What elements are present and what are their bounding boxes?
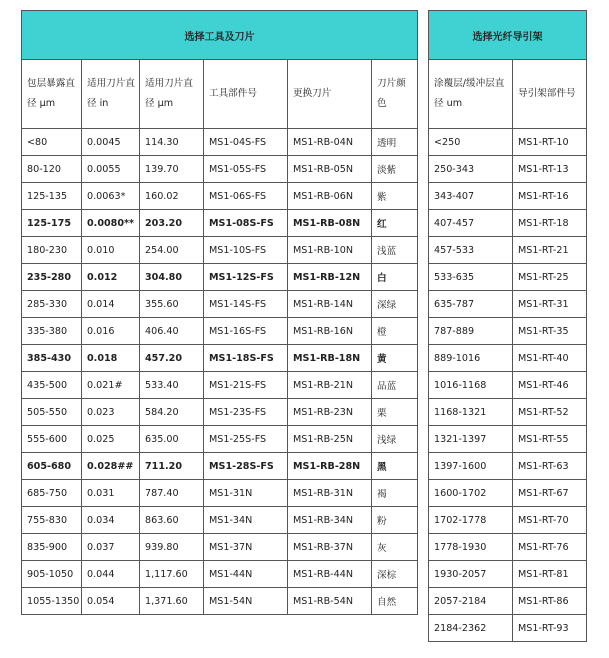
left-table-title: 选择工具及刀片 <box>22 11 418 60</box>
table-cell: 203.20 <box>140 210 204 237</box>
table-cell: MS1-06S-FS <box>204 183 288 210</box>
column-header: 工具部件号 <box>204 60 288 129</box>
table-cell: 0.0055 <box>82 156 140 183</box>
table-row <box>22 183 418 210</box>
column-header: 导引架部件号 <box>513 60 587 129</box>
table-row <box>429 588 587 615</box>
table-row <box>429 615 587 642</box>
fiber-guide-table <box>428 10 587 642</box>
table-cell: 0.021# <box>82 372 140 399</box>
table-cell: 0.054 <box>82 588 140 615</box>
table-cell: 889-1016 <box>429 345 513 372</box>
table-cell: MS1-RB-28N <box>288 453 372 480</box>
table-cell: MS1-RT-25 <box>513 264 587 291</box>
table-cell: 335-380 <box>22 318 82 345</box>
table-row <box>22 345 418 372</box>
table-cell: MS1-RB-16N <box>288 318 372 345</box>
table-row <box>22 129 418 156</box>
table-cell: 0.012 <box>82 264 140 291</box>
table-cell: 939.80 <box>140 534 204 561</box>
table-cell: 787.40 <box>140 480 204 507</box>
table-cell: 385-430 <box>22 345 82 372</box>
table-cell: MS1-RB-08N <box>288 210 372 237</box>
right-table-title: 选择光纤导引架 <box>429 11 587 60</box>
table-cell: MS1-44N <box>204 561 288 588</box>
table-row <box>22 237 418 264</box>
table-cell: MS1-RT-46 <box>513 372 587 399</box>
table-cell: 2184-2362 <box>429 615 513 642</box>
table-cell: 355.60 <box>140 291 204 318</box>
table-cell: MS1-RT-18 <box>513 210 587 237</box>
table-cell: 863.60 <box>140 507 204 534</box>
table-cell: 0.0045 <box>82 129 140 156</box>
table-cell: MS1-RB-10N <box>288 237 372 264</box>
table-cell: 深绿 <box>372 291 418 318</box>
table-cell: MS1-05S-FS <box>204 156 288 183</box>
table-cell: MS1-RB-23N <box>288 399 372 426</box>
table-cell: 浅绿 <box>372 426 418 453</box>
table-cell: MS1-RT-52 <box>513 399 587 426</box>
table-cell: MS1-RB-14N <box>288 291 372 318</box>
table-cell: MS1-RB-06N <box>288 183 372 210</box>
table-cell: 透明 <box>372 129 418 156</box>
table-cell: MS1-34N <box>204 507 288 534</box>
column-header: 包层暴露直径 µm <box>22 60 82 129</box>
table-cell: 755-830 <box>22 507 82 534</box>
table-cell: 304.80 <box>140 264 204 291</box>
table-cell: MS1-RT-21 <box>513 237 587 264</box>
table-cell: 0.031 <box>82 480 140 507</box>
table-cell: 0.037 <box>82 534 140 561</box>
table-cell: 灰 <box>372 534 418 561</box>
table-row <box>22 291 418 318</box>
table-cell: 343-407 <box>429 183 513 210</box>
table-cell: 0.023 <box>82 399 140 426</box>
table-cell: MS1-23S-FS <box>204 399 288 426</box>
table-cell: 1,371.60 <box>140 588 204 615</box>
table-cell: 533.40 <box>140 372 204 399</box>
table-cell: 635.00 <box>140 426 204 453</box>
table-cell: 180-230 <box>22 237 82 264</box>
table-cell: MS1-54N <box>204 588 288 615</box>
table-cell: 1168-1321 <box>429 399 513 426</box>
table-cell: 435-500 <box>22 372 82 399</box>
table-cell: MS1-RB-21N <box>288 372 372 399</box>
table-cell: 0.014 <box>82 291 140 318</box>
table-cell: 1016-1168 <box>429 372 513 399</box>
table-cell: MS1-RB-44N <box>288 561 372 588</box>
table-row <box>429 183 587 210</box>
table-cell: 深棕 <box>372 561 418 588</box>
table-cell: MS1-RT-76 <box>513 534 587 561</box>
table-cell: 605-680 <box>22 453 82 480</box>
table-row <box>429 534 587 561</box>
table-cell: MS1-RT-93 <box>513 615 587 642</box>
table-cell: 1397-1600 <box>429 453 513 480</box>
table-cell: MS1-25S-FS <box>204 426 288 453</box>
table-row <box>429 264 587 291</box>
table-cell: MS1-31N <box>204 480 288 507</box>
table-row <box>429 399 587 426</box>
table-row <box>429 210 587 237</box>
table-cell: 835-900 <box>22 534 82 561</box>
table-cell: MS1-16S-FS <box>204 318 288 345</box>
table-cell: 1,117.60 <box>140 561 204 588</box>
table-cell: 1600-1702 <box>429 480 513 507</box>
table-cell: 粉 <box>372 507 418 534</box>
table-cell: 白 <box>372 264 418 291</box>
table-cell: 浅蓝 <box>372 237 418 264</box>
table-cell: MS1-RT-31 <box>513 291 587 318</box>
table-cell: 橙 <box>372 318 418 345</box>
table-cell: MS1-18S-FS <box>204 345 288 372</box>
column-header: 适用刀片直径 in <box>82 60 140 129</box>
table-cell: 505-550 <box>22 399 82 426</box>
table-row <box>22 453 418 480</box>
table-cell: 80-120 <box>22 156 82 183</box>
table-cell: 787-889 <box>429 318 513 345</box>
table-cell: MS1-RT-81 <box>513 561 587 588</box>
table-cell: 1702-1778 <box>429 507 513 534</box>
table-cell: 1055-1350 <box>22 588 82 615</box>
column-header: 适用刀片直径 µm <box>140 60 204 129</box>
table-cell: 0.016 <box>82 318 140 345</box>
table-cell: 0.0080** <box>82 210 140 237</box>
table-cell: 黄 <box>372 345 418 372</box>
table-cell: MS1-RB-04N <box>288 129 372 156</box>
table-cell: 0.044 <box>82 561 140 588</box>
table-cell: <250 <box>429 129 513 156</box>
table-row <box>22 210 418 237</box>
table-cell: 褐 <box>372 480 418 507</box>
table-cell: MS1-RT-16 <box>513 183 587 210</box>
table-cell: 2057-2184 <box>429 588 513 615</box>
table-row <box>22 561 418 588</box>
table-cell: MS1-RB-37N <box>288 534 372 561</box>
table-cell: 紫 <box>372 183 418 210</box>
table-row <box>429 372 587 399</box>
table-cell: 457-533 <box>429 237 513 264</box>
table-cell: <80 <box>22 129 82 156</box>
table-cell: 0.0063* <box>82 183 140 210</box>
table-row <box>429 426 587 453</box>
table-row <box>22 318 418 345</box>
column-header: 刀片颜色 <box>372 60 418 129</box>
table-row <box>429 129 587 156</box>
table-row <box>429 507 587 534</box>
table-cell: 0.028## <box>82 453 140 480</box>
table-cell: MS1-RT-70 <box>513 507 587 534</box>
column-header: 涂覆层/缓冲层直径 um <box>429 60 513 129</box>
table-cell: 品蓝 <box>372 372 418 399</box>
table-cell: 栗 <box>372 399 418 426</box>
table-cell: 254.00 <box>140 237 204 264</box>
table-cell: 685-750 <box>22 480 82 507</box>
table-cell: 407-457 <box>429 210 513 237</box>
table-cell: MS1-RB-31N <box>288 480 372 507</box>
table-row <box>22 399 418 426</box>
table-cell: MS1-RB-12N <box>288 264 372 291</box>
table-row <box>22 507 418 534</box>
tool-blade-table <box>21 10 418 615</box>
table-cell: 635-787 <box>429 291 513 318</box>
table-cell: 1778-1930 <box>429 534 513 561</box>
table-row <box>22 588 418 615</box>
table-cell: MS1-RT-40 <box>513 345 587 372</box>
table-cell: 406.40 <box>140 318 204 345</box>
table-cell: MS1-RB-54N <box>288 588 372 615</box>
table-cell: MS1-RB-18N <box>288 345 372 372</box>
table-cell: 淡紫 <box>372 156 418 183</box>
table-cell: 584.20 <box>140 399 204 426</box>
table-row <box>429 453 587 480</box>
table-cell: 285-330 <box>22 291 82 318</box>
table-row <box>22 156 418 183</box>
table-cell: 235-280 <box>22 264 82 291</box>
table-cell: 160.02 <box>140 183 204 210</box>
table-cell: MS1-12S-FS <box>204 264 288 291</box>
table-row <box>22 264 418 291</box>
table-cell: MS1-RT-63 <box>513 453 587 480</box>
table-cell: 905-1050 <box>22 561 82 588</box>
table-cell: MS1-14S-FS <box>204 291 288 318</box>
table-row <box>22 480 418 507</box>
table-cell: 0.010 <box>82 237 140 264</box>
table-row <box>429 237 587 264</box>
table-row <box>429 561 587 588</box>
table-cell: MS1-21S-FS <box>204 372 288 399</box>
table-cell: MS1-RT-10 <box>513 129 587 156</box>
table-row <box>429 345 587 372</box>
table-cell: MS1-RB-05N <box>288 156 372 183</box>
table-cell: 114.30 <box>140 129 204 156</box>
table-cell: 红 <box>372 210 418 237</box>
table-cell: MS1-08S-FS <box>204 210 288 237</box>
table-cell: 533-635 <box>429 264 513 291</box>
table-cell: MS1-RT-67 <box>513 480 587 507</box>
table-cell: MS1-10S-FS <box>204 237 288 264</box>
column-header: 更换刀片 <box>288 60 372 129</box>
table-cell: 711.20 <box>140 453 204 480</box>
table-cell: 125-135 <box>22 183 82 210</box>
table-cell: MS1-RT-86 <box>513 588 587 615</box>
table-cell: 1321-1397 <box>429 426 513 453</box>
table-cell: MS1-RT-13 <box>513 156 587 183</box>
table-cell: MS1-28S-FS <box>204 453 288 480</box>
table-row <box>22 426 418 453</box>
table-cell: 0.018 <box>82 345 140 372</box>
table-row <box>429 480 587 507</box>
table-cell: 125-175 <box>22 210 82 237</box>
table-row <box>429 156 587 183</box>
table-cell: MS1-RT-35 <box>513 318 587 345</box>
table-row <box>429 318 587 345</box>
table-cell: 0.034 <box>82 507 140 534</box>
table-cell: 黑 <box>372 453 418 480</box>
table-cell: 555-600 <box>22 426 82 453</box>
table-row <box>429 291 587 318</box>
table-cell: 自然 <box>372 588 418 615</box>
table-cell: MS1-04S-FS <box>204 129 288 156</box>
table-cell: 139.70 <box>140 156 204 183</box>
table-cell: MS1-RB-25N <box>288 426 372 453</box>
table-cell: MS1-RB-34N <box>288 507 372 534</box>
table-cell: MS1-37N <box>204 534 288 561</box>
table-cell: 1930-2057 <box>429 561 513 588</box>
table-cell: 250-343 <box>429 156 513 183</box>
table-row <box>22 534 418 561</box>
table-cell: 0.025 <box>82 426 140 453</box>
table-cell: 457.20 <box>140 345 204 372</box>
table-cell: MS1-RT-55 <box>513 426 587 453</box>
table-row <box>22 372 418 399</box>
